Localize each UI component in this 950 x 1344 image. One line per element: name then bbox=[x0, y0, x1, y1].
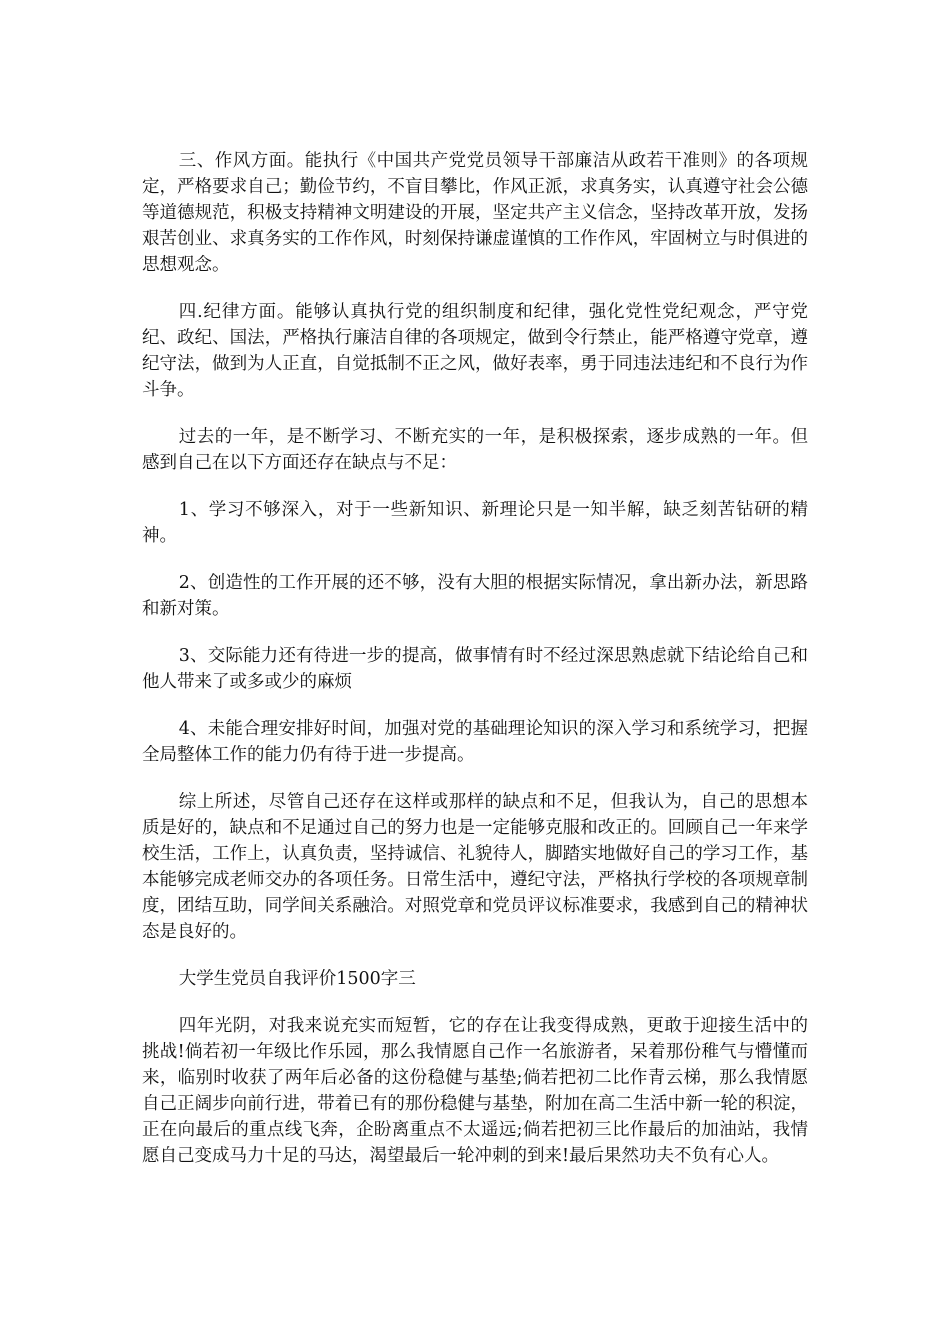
paragraph-past-year: 过去的一年，是不断学习、不断充实的一年，是积极探索，逐步成熟的一年。但感到自己在以下方面还存在缺点与不足： bbox=[142, 427, 808, 473]
shortcoming-item-4: 4、未能合理安排好时间，加强对党的基础理论知识的深入学习和系统学习，把握全局整体工作的能力仍有待于进一步提高。 bbox=[142, 719, 808, 765]
document-body bbox=[142, 148, 808, 1190]
shortcoming-item-3: 3、交际能力还有待进一步的提高，做事情有时不经过深思熟虑就下结论给自己和他人带来了或多或少的麻烦 bbox=[142, 646, 808, 692]
shortcoming-item-2: 2、创造性的工作开展的还不够，没有大胆的根据实际情况，拿出新办法，新思路和新对策。 bbox=[142, 573, 808, 619]
paragraph-discipline: 四.纪律方面。能够认真执行党的组织制度和纪律，强化党性党纪观念，严守党纪、政纪、国法，严格执行廉洁自律的各项规定，做到令行禁止，能严格遵守党章，遵纪守法，做到为人正直，自觉抵制不正之风，做好表率，勇于同违法违纪和不良行为作斗争。 bbox=[142, 302, 808, 400]
paragraph-work-style: 三、作风方面。能执行《中国共产党党员领导干部廉洁从政若干准则》的各项规定，严格要求自己；勤俭节约，不盲目攀比，作风正派，求真务实，认真遵守社会公德等道德规范，积极支持精神文明建设的开展，坚定共产主义信念，坚持改革开放，发扬艰苦创业、求真务实的工作作风，时刻保持谦虚谨慎的工作作风，牢固树立与时俱进的思想观念。 bbox=[142, 151, 808, 275]
paragraph-four-years: 四年光阴，对我来说充实而短暂，它的存在让我变得成熟，更敢于迎接生活中的挑战!倘若初一年级比作乐园，那么我情愿自己作一名旅游者，呆着那份稚气与懵懂而来，临别时收获了两年后必备的这份稳健与基垫;倘若把初二比作青云梯，那么我情愿自己正阔步向前行进，带着已有的那份稳健与基垫，附加在高二生活中新一轮的积淀，正在向最后的重点线飞奔，企盼离重点不太遥远;倘若把初三比作最后的加油站，我情愿自己变成马力十足的马达，渴望最后一轮冲刺的到来!最后果然功夫不负有心人。 bbox=[142, 1016, 808, 1166]
section-heading: 大学生党员自我评价1500字三 bbox=[178, 969, 416, 989]
shortcoming-item-1: 1、学习不够深入，对于一些新知识、新理论只是一知半解，缺乏刻苦钻研的精神。 bbox=[142, 500, 808, 546]
paragraph-summary: 综上所述，尽管自己还存在这样或那样的缺点和不足，但我认为，自己的思想本质是好的，缺点和不足通过自己的努力也是一定能够克服和改正的。回顾自己一年来学校生活，工作上，认真负责，坚持诚信、礼貌待人，脚踏实地做好自己的学习工作，基本能够完成老师交办的各项任务。日常生活中，遵纪守法，严格执行学校的各项规章制度，团结互助，同学间关系融洽。对照党章和党员评议标准要求，我感到自己的精神状态是良好的。 bbox=[142, 792, 808, 942]
